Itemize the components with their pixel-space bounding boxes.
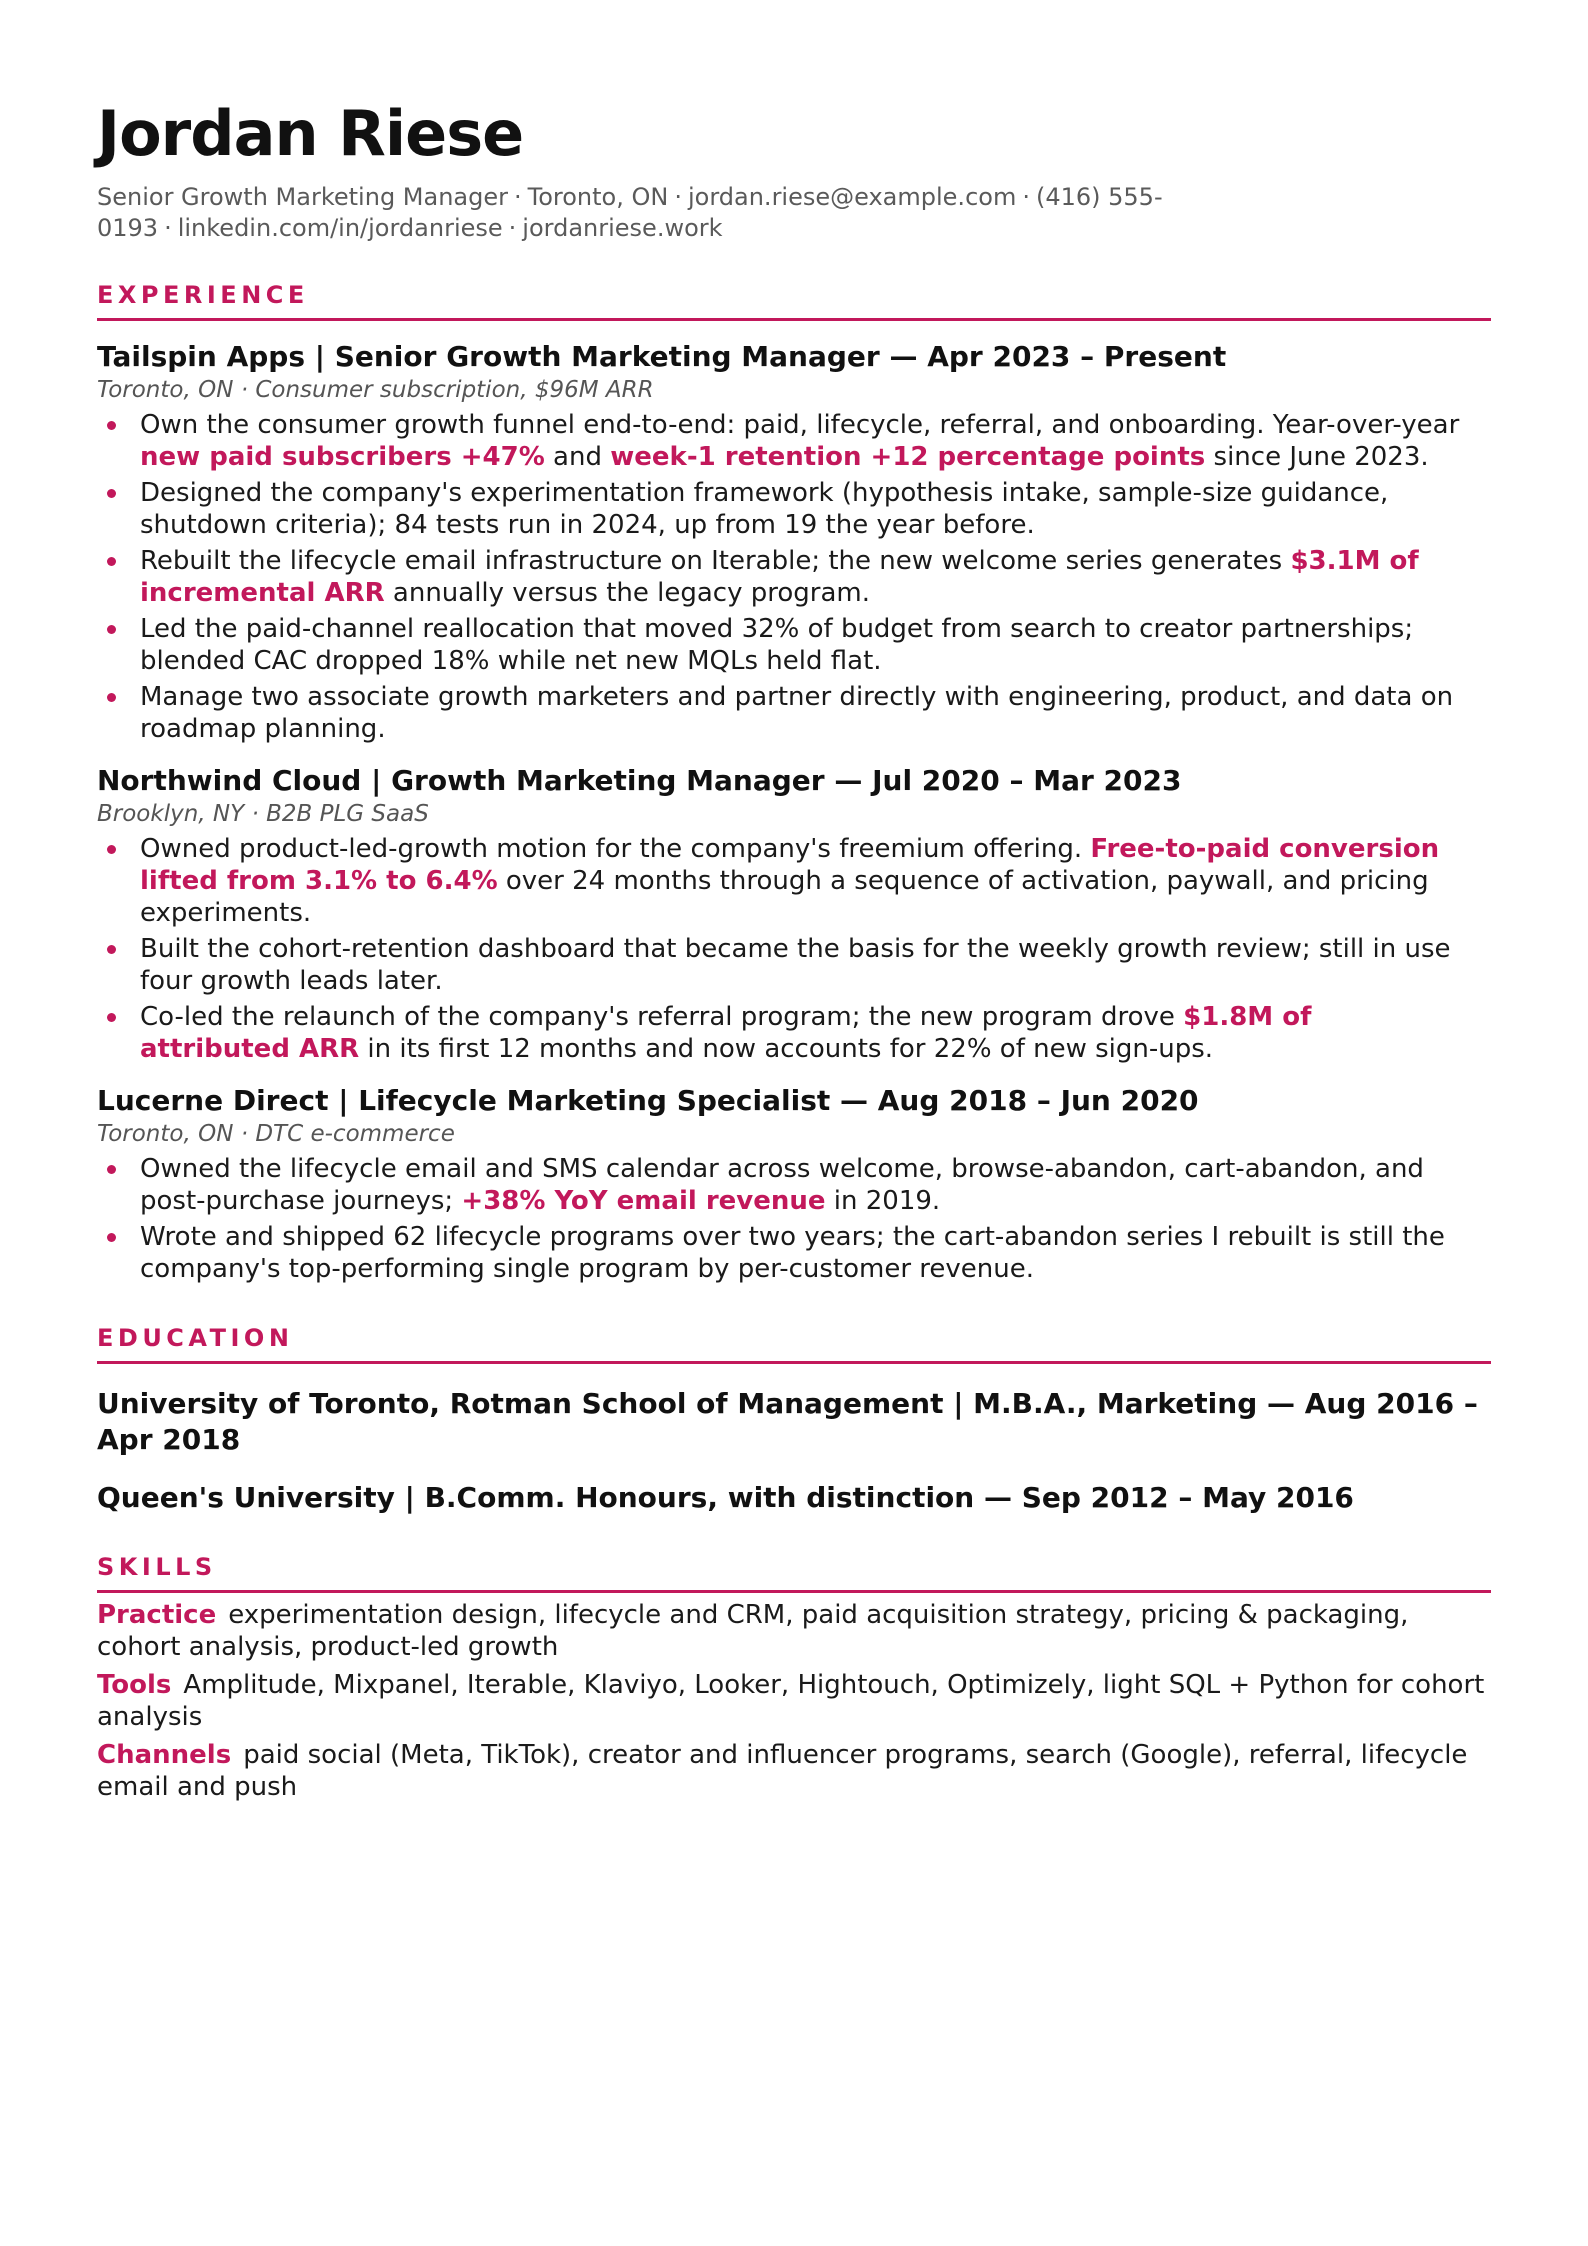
bullet-text: Own the consumer growth funnel end-to-end: paid, lifecycle, referral, and onboarding. Year-over-year bbox=[140, 410, 1460, 440]
bullet-text: Owned the lifecycle email and SMS calendar across welcome, browse-abandon, cart-abandon, and post-purchase journeys; bbox=[140, 1154, 1424, 1216]
bullet-dot-icon bbox=[107, 1233, 116, 1242]
contact-separator: · bbox=[1022, 183, 1030, 211]
bullet-dot-icon bbox=[107, 845, 116, 854]
bullet-text: Co-led the relaunch of the company's referral program; the new program drove bbox=[140, 1002, 1184, 1032]
candidate-name: Jordan Riese bbox=[97, 97, 524, 170]
job-bullets bbox=[97, 409, 1491, 745]
bullet-item bbox=[97, 477, 1467, 541]
bullet-dot-icon bbox=[107, 489, 116, 498]
bullet-text: Built the cohort-retention dashboard that became the basis for the weekly growth review; still in use four growth leads later. bbox=[140, 934, 1451, 996]
bullet-item bbox=[97, 933, 1467, 997]
skill-text: paid social (Meta, TikTok), creator and influencer programs, search (Google), referral, lifecycle email and push bbox=[97, 1740, 1468, 1802]
job-meta: Toronto, ON · Consumer subscription, $96M ARR bbox=[97, 377, 654, 403]
highlight-text: week-1 retention +12 percentage points bbox=[610, 442, 1206, 472]
bullet-item bbox=[97, 1221, 1467, 1285]
job-meta: Brooklyn, NY · B2B PLG SaaS bbox=[97, 801, 429, 827]
bullet-text: since June 2023. bbox=[1205, 442, 1429, 472]
highlight-text: new paid subscribers +47% bbox=[140, 442, 545, 472]
contact-linkedin[interactable]: linkedin.com/in/jordanriese bbox=[177, 214, 503, 242]
education-entry: Queen's University | B.Comm. Honours, with distinction — Sep 2012 – May 2016 bbox=[97, 1481, 1354, 1514]
job-entry bbox=[97, 763, 1491, 1065]
bullet-item bbox=[97, 409, 1467, 473]
bullet-item bbox=[97, 1153, 1467, 1217]
job-bullets bbox=[97, 1153, 1491, 1285]
bullet-text: in its first 12 months and now accounts for 22% of new sign-ups. bbox=[359, 1034, 1214, 1064]
skill-label: Practice bbox=[97, 1600, 217, 1630]
job-meta: Toronto, ON · DTC e-commerce bbox=[97, 1121, 455, 1147]
bullet-dot-icon bbox=[107, 1013, 116, 1022]
bullet-text: and bbox=[544, 442, 611, 472]
skill-label: Channels bbox=[97, 1740, 232, 1770]
section-heading-experience: EXPERIENCE bbox=[97, 280, 1491, 321]
skill-label: Tools bbox=[97, 1670, 172, 1700]
bullet-dot-icon bbox=[107, 945, 116, 954]
skill-row-practice bbox=[97, 1599, 1491, 1663]
bullet-dot-icon bbox=[107, 557, 116, 566]
skill-row-channels bbox=[97, 1739, 1491, 1803]
contact-headline: Senior Growth Marketing Manager bbox=[97, 183, 508, 211]
bullet-text: Owned product-led-growth motion for the company's freemium offering. bbox=[140, 834, 1091, 864]
bullet-item bbox=[97, 613, 1467, 677]
section-heading-education: EDUCATION bbox=[97, 1323, 1491, 1364]
job-entry bbox=[97, 339, 1491, 745]
contact-phone[interactable]: (416) 555-0193 bbox=[97, 183, 1163, 242]
highlight-text: Free-to-paid conversion lifted from 3.1% to 6.4% bbox=[140, 834, 1440, 896]
job-title: Lucerne Direct | Lifecycle Marketing Specialist — Aug 2018 – Jun 2020 bbox=[97, 1084, 1199, 1117]
contact-separator: · bbox=[164, 214, 172, 242]
bullet-text: Manage two associate growth marketers and partner directly with engineering, product, and data on roadmap planning. bbox=[140, 682, 1454, 744]
bullet-dot-icon bbox=[107, 1165, 116, 1174]
contact-website[interactable]: jordanriese.work bbox=[522, 214, 723, 242]
highlight-text: $3.1M of incremental ARR bbox=[140, 546, 1419, 608]
contact-location: Toronto, ON bbox=[527, 183, 669, 211]
bullet-item bbox=[97, 681, 1467, 745]
contact-separator: · bbox=[514, 183, 522, 211]
bullet-dot-icon bbox=[107, 421, 116, 430]
bullet-text: in 2019. bbox=[825, 1186, 941, 1216]
skill-row-tools bbox=[97, 1669, 1491, 1733]
highlight-text: +38% YoY email revenue bbox=[461, 1186, 826, 1216]
contact-separator: · bbox=[508, 214, 517, 242]
section-heading-skills: SKILLS bbox=[97, 1552, 1491, 1593]
job-bullets bbox=[97, 833, 1491, 1065]
contact-separator: · bbox=[674, 183, 682, 211]
bullet-text: Wrote and shipped 62 lifecycle programs over two years; the cart-abandon series I rebuilt is still the company's top-performing single program by per-customer revenue. bbox=[140, 1222, 1445, 1284]
experience-list bbox=[97, 339, 1491, 1285]
job-title: Tailspin Apps | Senior Growth Marketing Manager — Apr 2023 – Present bbox=[97, 340, 1227, 373]
bullet-dot-icon bbox=[107, 693, 116, 702]
skill-text: Amplitude, Mixpanel, Iterable, Klaviyo, Looker, Hightouch, Optimizely, light SQL + Python for cohort analysis bbox=[97, 1670, 1485, 1732]
bullet-item bbox=[97, 545, 1467, 609]
contact-line bbox=[97, 182, 1497, 244]
bullet-dot-icon bbox=[107, 625, 116, 634]
highlight-text: $1.8M of attributed ARR bbox=[140, 1002, 1312, 1064]
bullet-text: Designed the company's experimentation framework (hypothesis intake, sample-size guidance, shutdown criteria); 84 tests run in 2024, up from 19 the year before. bbox=[140, 478, 1389, 540]
bullet-text: annually versus the legacy program. bbox=[384, 578, 870, 608]
job-entry bbox=[97, 1083, 1491, 1285]
education-entry: University of Toronto, Rotman School of Management | M.B.A., Marketing — Aug 2016 – Apr 2018 bbox=[97, 1387, 1478, 1456]
skill-text: experimentation design, lifecycle and CRM, paid acquisition strategy, pricing & packaging, cohort analysis, product-led growth bbox=[97, 1600, 1409, 1662]
bullet-item bbox=[97, 1001, 1467, 1065]
bullet-text: Led the paid-channel reallocation that moved 32% of budget from search to creator partnerships; blended CAC dropped 18% while net new MQLs held flat. bbox=[140, 614, 1414, 676]
bullet-text: Rebuilt the lifecycle email infrastructure on Iterable; the new welcome series generates bbox=[140, 546, 1291, 576]
bullet-item bbox=[97, 833, 1467, 929]
job-title: Northwind Cloud | Growth Marketing Manager — Jul 2020 – Mar 2023 bbox=[97, 764, 1182, 797]
bullet-text: over 24 months through a sequence of activation, paywall, and pricing experiments. bbox=[140, 866, 1429, 928]
contact-email[interactable]: jordan.riese@example.com bbox=[687, 183, 1017, 211]
